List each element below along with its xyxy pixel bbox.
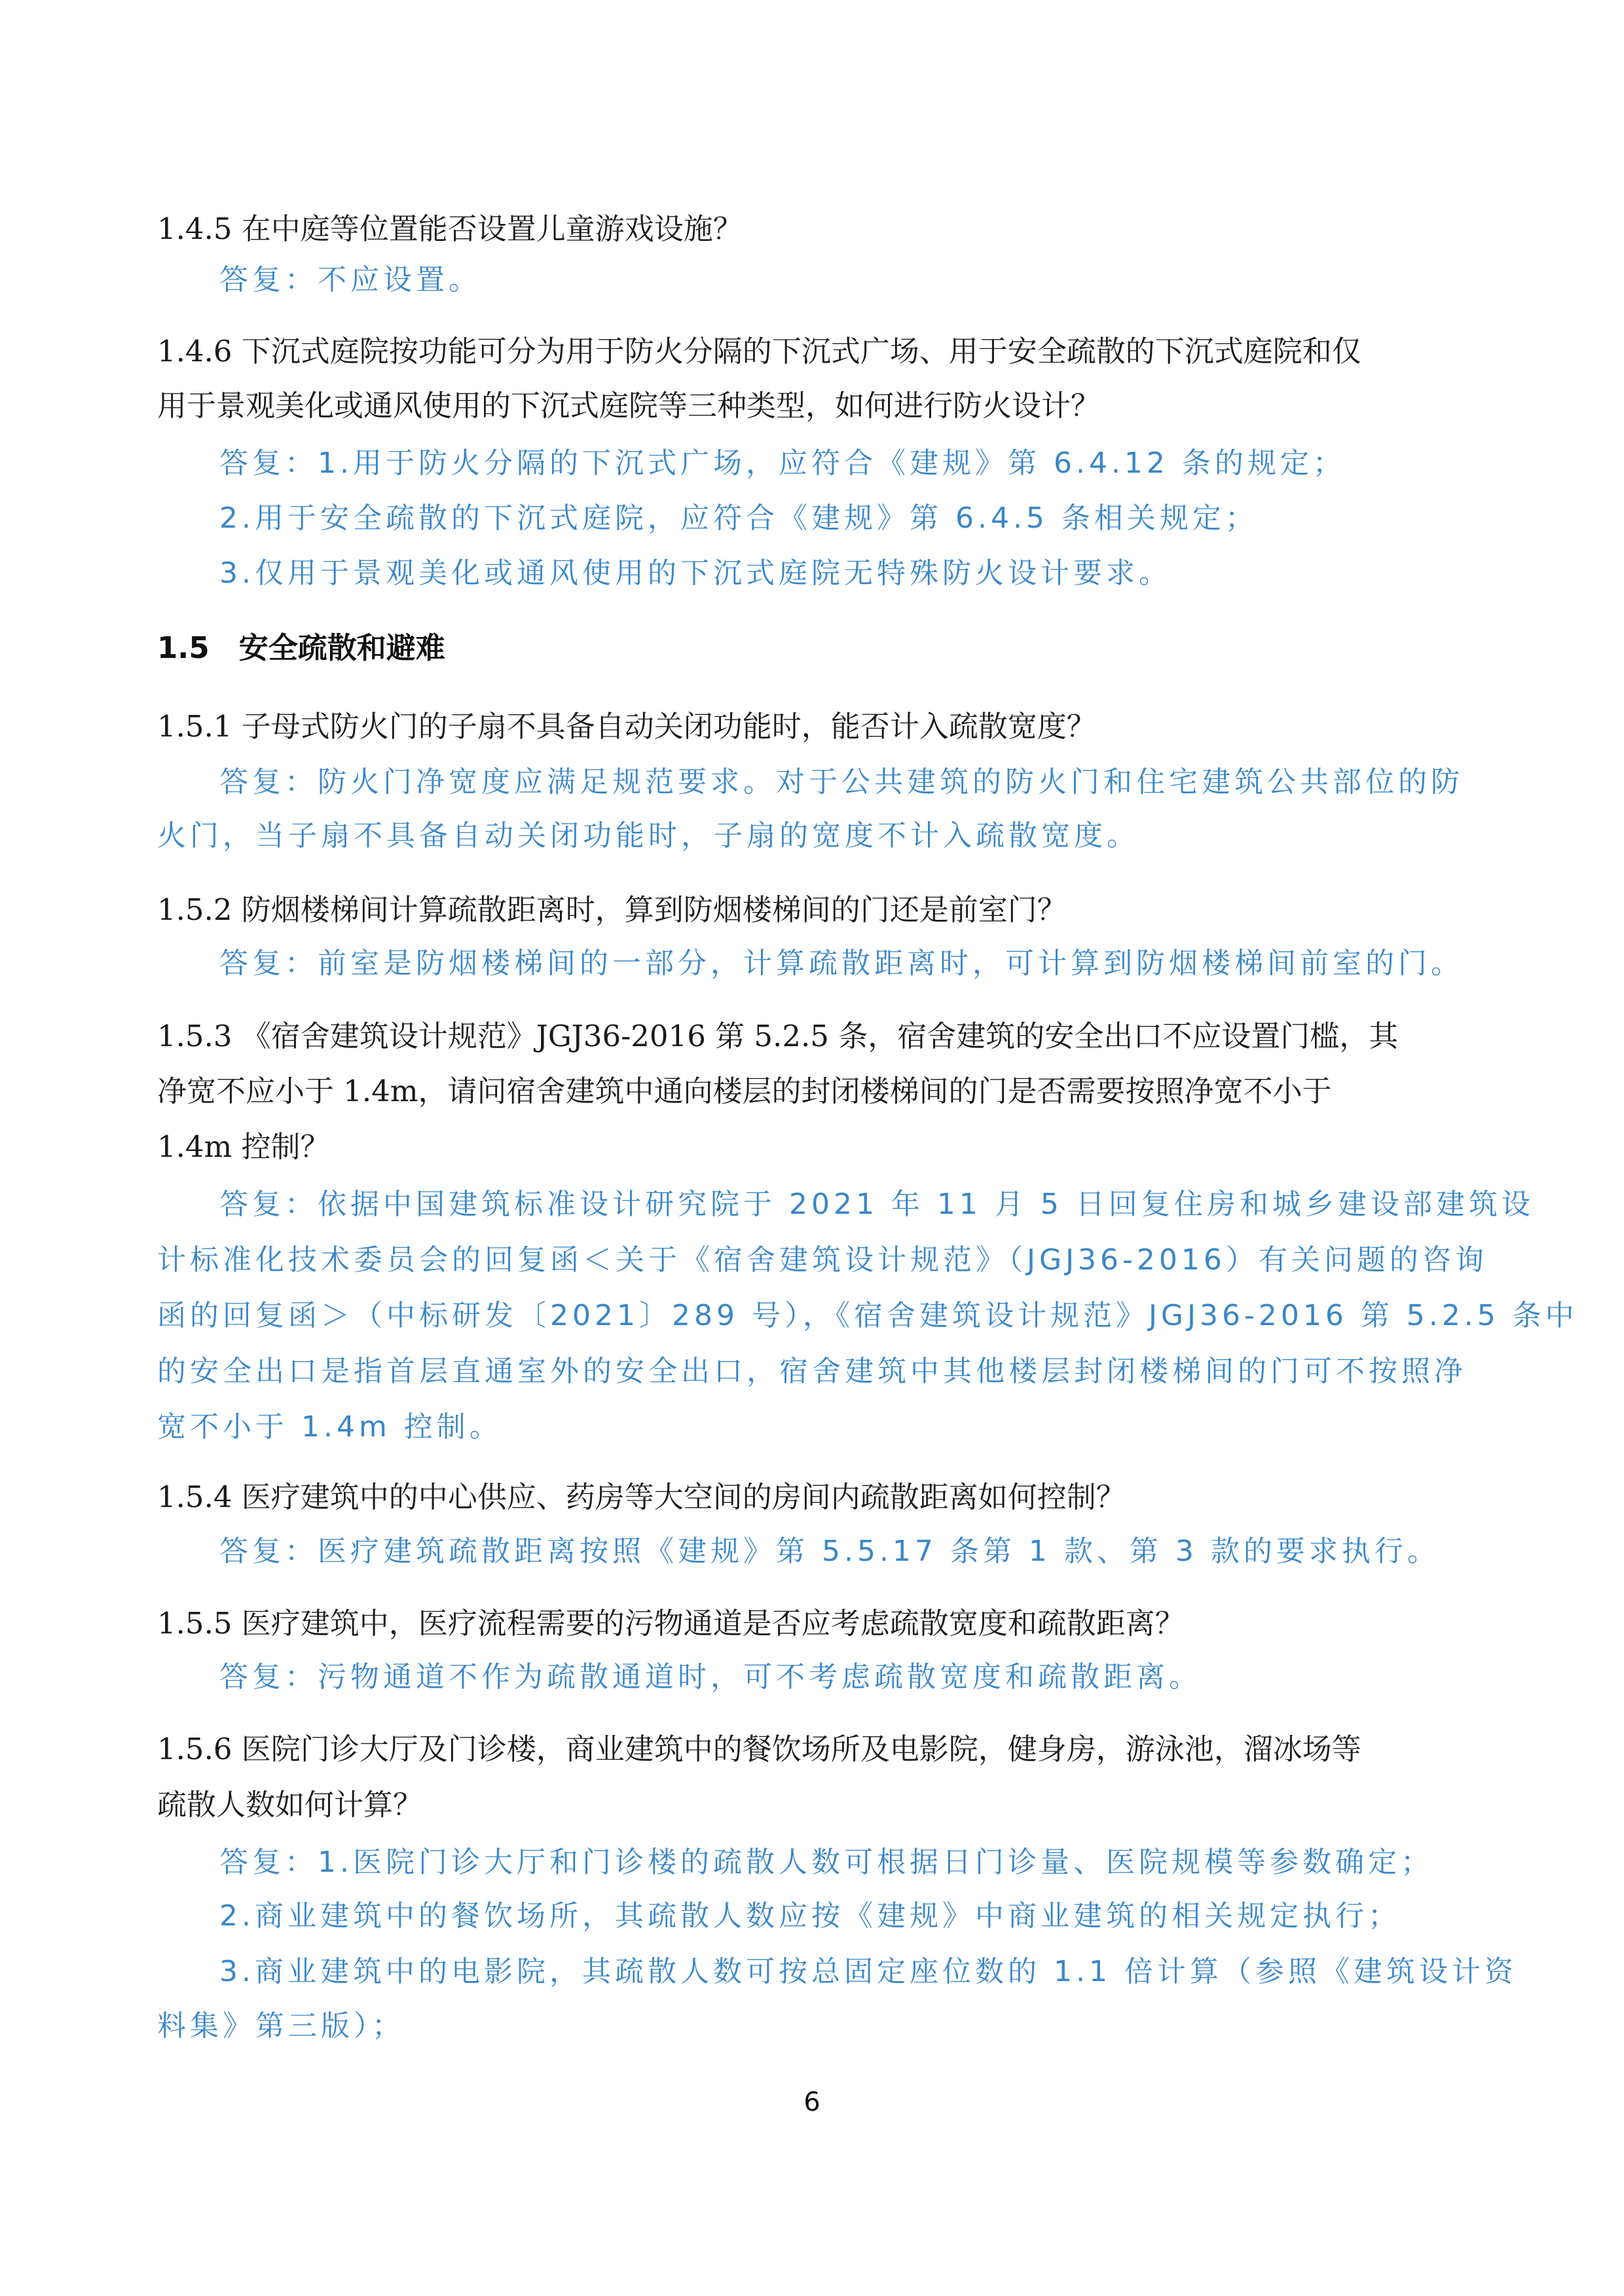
question-1-5-5: 1.5.5 医疗建筑中，医疗流程需要的污物通道是否应考虑疏散宽度和疏散距离？ <box>157 1606 1185 1641</box>
answer-1-4-6-line-3: 3.仅用于景观美化或通风使用的下沉式庭院无特殊防火设计要求。 <box>219 556 1172 590</box>
answer-1-5-3-line-1: 答复：依据中国建筑标准设计研究院于 2021 年 11 月 5 日回复住房和城乡建设部建筑设 <box>219 1188 1534 1221</box>
section-heading-1-5: 1.5 安全疏散和避难 <box>157 630 445 665</box>
answer-1-5-5: 答复：污物通道不作为疏散通道时，可不考虑疏散宽度和疏散距离。 <box>219 1660 1202 1694</box>
answer-1-4-6-line-1: 答复：1.用于防火分隔的下沉式广场，应符合《建规》第 6.4.12 条的规定； <box>219 446 1346 480</box>
question-1-5-2: 1.5.2 防烟楼梯间计算疏散距离时，算到防烟楼梯间的门还是前室门？ <box>157 892 1067 927</box>
answer-1-4-6-line-2: 2.用于安全疏散的下沉式庭院，应符合《建规》第 6.4.5 条相关规定； <box>219 501 1258 535</box>
answer-1-5-6-line-4: 料集》第三版）； <box>157 2009 405 2043</box>
answer-1-5-3-line-5: 宽不小于 1.4m 控制。 <box>157 1410 502 1444</box>
question-1-5-3-line-3: 1.4m 控制？ <box>157 1129 330 1164</box>
answer-1-5-6-line-3: 3.商业建筑中的电影院，其疏散人数可按总固定座位数的 1.1 倍计算（参照《建筑设计资 <box>219 1955 1517 1988</box>
question-1-5-1: 1.5.1 子母式防火门的子扇不具备自动关闭功能时，能否计入疏散宽度？ <box>157 709 1096 744</box>
answer-1-5-6-line-2: 2.商业建筑中的餐饮场所，其疏散人数应按《建规》中商业建筑的相关规定执行； <box>219 1899 1401 1933</box>
answer-1-5-3-line-4: 的安全出口是指首层直通室外的安全出口，宿舍建筑中其他楼层封闭楼梯间的门可不按照净 <box>157 1355 1467 1388</box>
question-1-5-6-line-1: 1.5.6 医院门诊大厅及门诊楼，商业建筑中的餐饮场所及电影院，健身房，游泳池，溜冰场等 <box>157 1732 1361 1766</box>
answer-1-5-1-line-1: 答复：防火门净宽度应满足规范要求。对于公共建筑的防火门和住宅建筑公共部位的防 <box>219 765 1464 799</box>
answer-1-5-6-line-1: 答复：1.医院门诊大厅和门诊楼的疏散人数可根据日门诊量、医院规模等参数确定； <box>219 1846 1433 1879</box>
question-1-4-6-line-2: 用于景观美化或通风使用的下沉式庭院等三种类型，如何进行防火设计？ <box>157 388 1101 423</box>
answer-1-5-3-line-2: 计标准化技术委员会的回复函＜关于《宿舍建筑设计规范》（JGJ36-2016）有关问题的咨询 <box>157 1243 1488 1277</box>
answer-1-5-2: 答复：前室是防烟楼梯间的一部分，计算疏散距离时，可计算到防烟楼梯间前室的门。 <box>219 947 1464 980</box>
page-number: 6 <box>803 2087 821 2117</box>
question-1-4-6-line-1: 1.4.6 下沉式庭院按功能可分为用于防火分隔的下沉式广场、用于安全疏散的下沉式庭院和仅 <box>157 334 1361 369</box>
answer-1-5-4: 答复：医疗建筑疏散距离按照《建规》第 5.5.17 条第 1 款、第 3 款的要求执行。 <box>219 1535 1440 1568</box>
answer-1-4-5: 答复：不应设置。 <box>219 263 481 297</box>
question-1-5-6-line-2: 疏散人数如何计算？ <box>157 1787 423 1822</box>
question-1-5-3-line-2: 净宽不应小于 1.4m，请问宿舍建筑中通向楼层的封闭楼梯间的门是否需要按照净宽不小于 <box>157 1074 1332 1108</box>
answer-1-5-3-line-3: 函的回复函＞（中标研发〔2021〕289 号），《宿舍建筑设计规范》JGJ36-2016 第 5.2.5 条中 <box>157 1299 1578 1332</box>
question-1-4-5: 1.4.5 在中庭等位置能否设置儿童游戏设施？ <box>157 211 743 246</box>
question-1-5-3-line-1: 1.5.3 《宿舍建筑设计规范》JGJ36-2016 第 5.2.5 条，宿舍建筑的安全出口不应设置门槛，其 <box>157 1019 1399 1053</box>
question-1-5-4: 1.5.4 医疗建筑中的中心供应、药房等大空间的房间内疏散距离如何控制？ <box>157 1480 1126 1514</box>
answer-1-5-1-line-2: 火门，当子扇不具备自动关闭功能时，子扇的宽度不计入疏散宽度。 <box>157 819 1139 852</box>
